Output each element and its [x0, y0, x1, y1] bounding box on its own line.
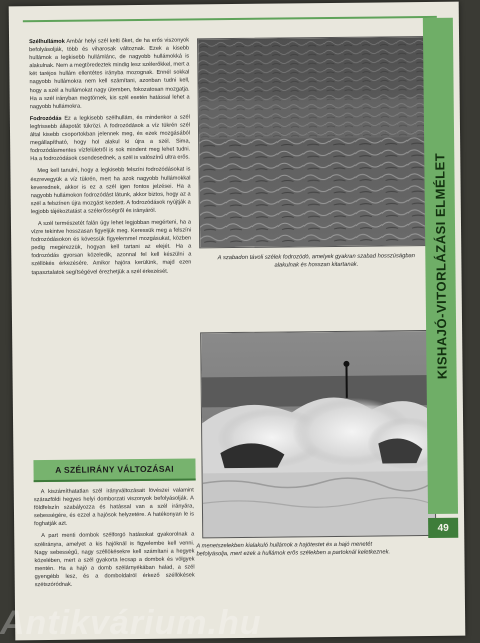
caption-photo1: A szabadon távoli szélek fodrozódó, amelyek gyakran szabad hosszúságban alakulnak és hosszan kitartanak.	[211, 252, 421, 270]
chapter-title: KISHAJÓ-VITORLÁZÁSI ELMÉLET	[432, 153, 449, 379]
text-column-top	[29, 36, 192, 280]
photo-breaking-waves	[200, 330, 436, 538]
page-number: 49	[428, 518, 458, 538]
paragraph-wind-direction: A kiszámíthatatlan szél irányváltozásait lövészei valamint szárazföldi hegyes helyi domborzati viszonyok befolyásolják. A földfelszín szabályozza és hatással van a szél irányára, sebességére, és ezzel a hajósok helyzetére. A hatékonyan le is foghatják azt.	[34, 486, 194, 528]
paragraph-wind-nature: A szél természetét falán úgy lehet legjobban megérteni, ha a vízre tekintve hosszasan figyeljük meg. Keressük meg a felszíni fodrozódásokon és kövessük figyelemmel mozgásukat, közben pedig megérezzük, hogyan kell tartani az elejét. Ha a fodrozódás gyorsan közeledik, azonnal fel kell készülni a széllökés érkezésére. Amikor hajóra kerülünk, majd ezen tapasztalatok segítségével érezhetjük a szél érkezését.	[31, 218, 192, 276]
paragraph-coastal-hills: A part menti dombok szélforgó hatásokat gyakorolnak a szélirányra, amelyet a kis hajóknál is figyelembe kell venni. Nagy sebességű, nagy széllökésekre kell számítani a hegyek közelében, mert a szél gyakorta lecsap a dombok és völgyek mentén. Ha a hajó a domb szélárnyékában halad, a szél gyengébb lesz, és a domboldalról érkező széllökések szétszóródnak.	[34, 531, 195, 589]
document-page	[9, 2, 466, 641]
chapter-sidebar	[423, 18, 458, 514]
paragraph-ripples: Fodrozódás Ez a legkisebb szélhullám, és mindenkor a szél legfrissebb állapotát tükrözi. A fodrozódások a víz tükrén szél által kisebb csoportokban jelennek meg, és ezek mozgásából megállapítható, hogy hol alakul ki újra a szél. Sima, fodrozódásmentes vízfelületről is sok mindent meg lehet tudni. Ha a fodrozódások csendesednek, a szél is valószínű ultra erős.	[30, 113, 190, 163]
paragraph-wind-waves: Szélhullámok Ambár helyi szél kelti őket, de ha erős viszonyok befolyásolják, több és viharosak változnak. Ezek a kisebb hullámok a legkisebb hullámlánc, de nagyobb hullámokká is alakulnak. Nem a megtöredeztek mindig lesz szélerőkkel, mert a két taréjos hullám ellentétes irányba mozognak. Ennél sokkal nagyobb hullámokra nem kell számítani, azonban tudni kell, hogy a szél a hullámokat nagy ütemben, fokozatosan mozgatja. Ha a szél irányban megtörnek, kis szél esetén hatással lehet a nagyobb hullámokra.	[29, 36, 190, 111]
term-wind-waves: Szélhullámok	[29, 39, 65, 45]
top-rule	[23, 16, 437, 22]
text-column-bottom	[34, 486, 195, 593]
paragraph-observation: Meg kell tanulni, hogy a legkisebb felszíni fodrozódásokat is észrevegyük a víz tükrén, mert ha azok nagyobb hullámokkal keverednek, akkor is ez a szél igen fontos jelzései. Ha a nagyobb hullámokon fodrozódást látunk, akkor biztos, hogy az a szél a felszínen újra mozgást kezdett. A fodrozódások nyújtják a legjobb tájékoztatást a szélerősségről és irányáról.	[30, 166, 190, 216]
caption-photo2: A menetszelekben kialakuló hullámok a hajótestet és a hajó menetét befolyásolja, mert ezek a hullámok erős szélekben a partoknál keletkeznek.	[196, 540, 396, 558]
photo-choppy-water	[197, 36, 433, 248]
section-heading: A SZÉLIRÁNY VÁLTOZÁSAI	[33, 458, 195, 482]
term-ripples: Fodrozódás	[30, 116, 62, 122]
watermark: Antikvárium.hu	[0, 604, 480, 643]
